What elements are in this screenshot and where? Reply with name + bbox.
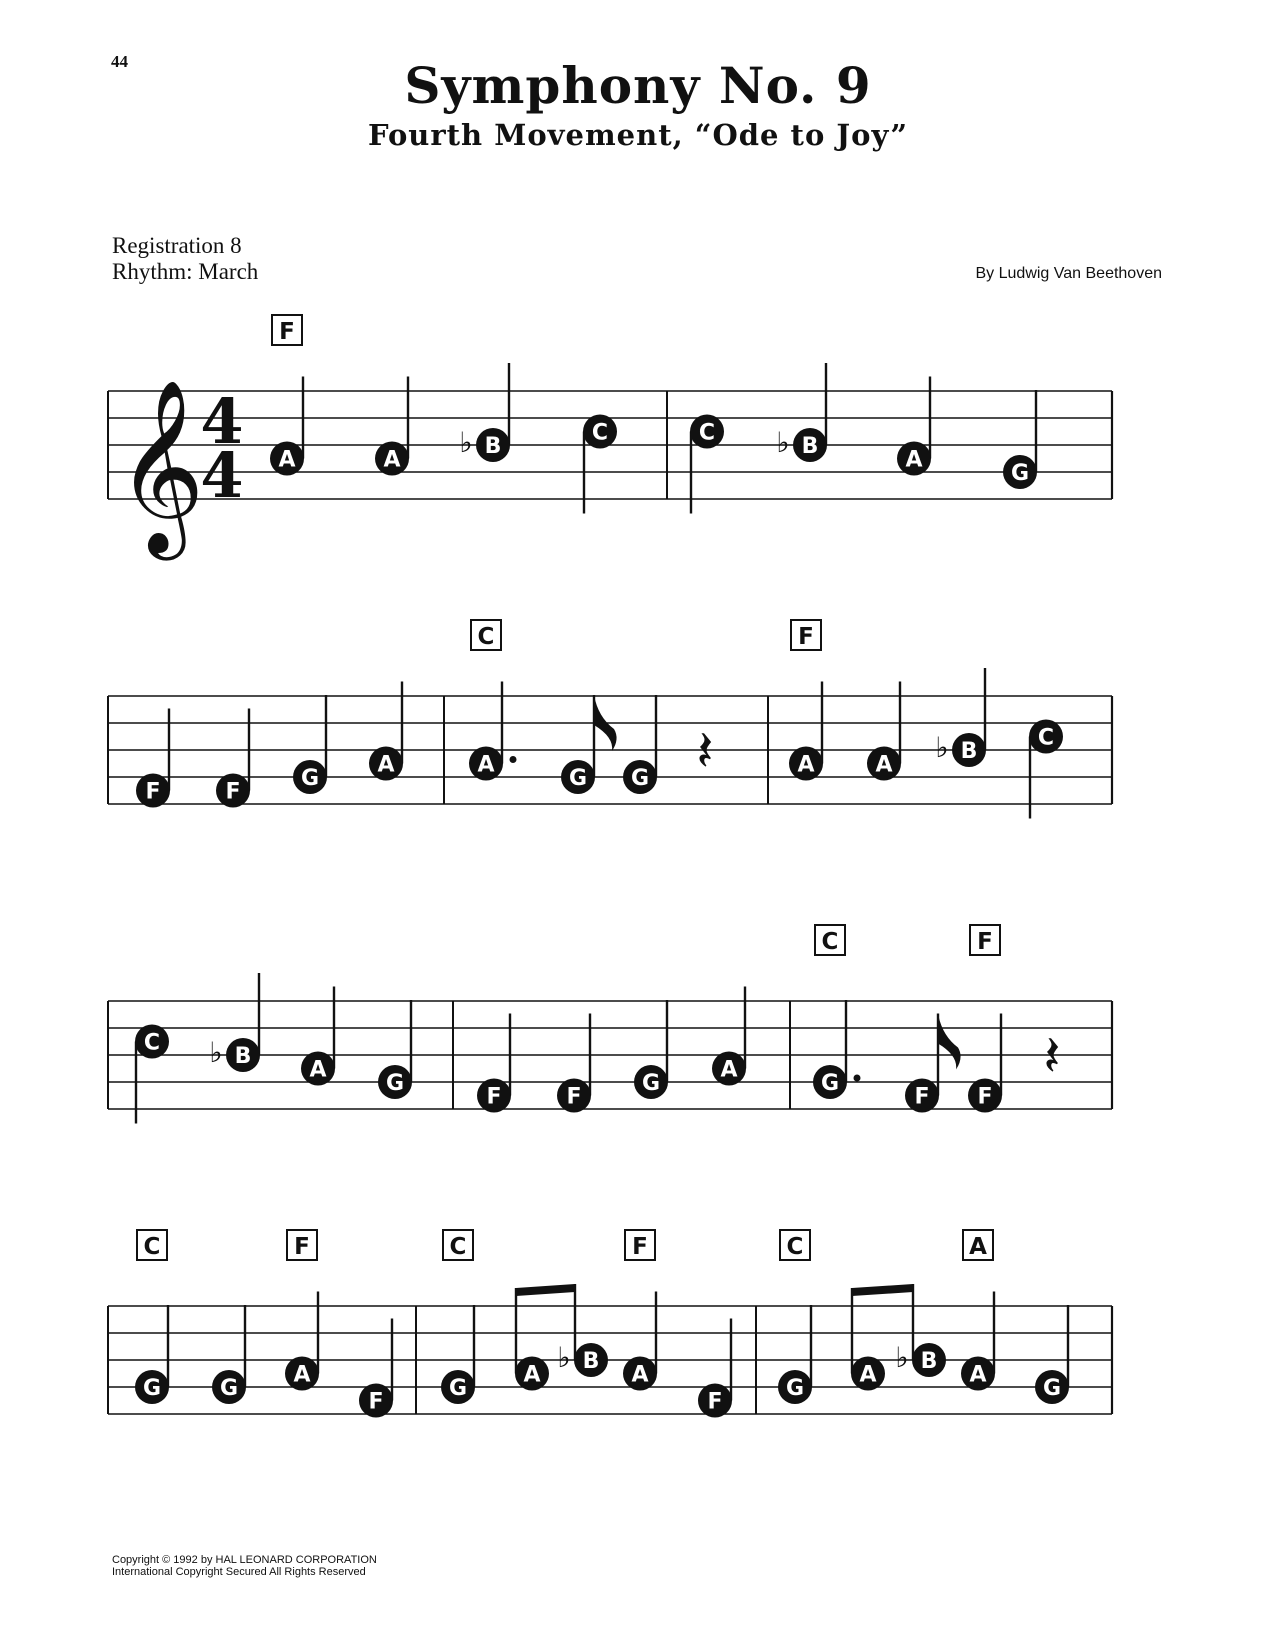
note-letter: A (905, 447, 923, 473)
staff-system (108, 1230, 1112, 1418)
note-letter: B (960, 739, 978, 764)
note-letter: G (820, 1071, 840, 1096)
note-letter: B (484, 434, 502, 459)
chord-symbol: F (632, 1234, 648, 1260)
note-letter: A (383, 447, 401, 473)
note-letter: A (523, 1362, 541, 1388)
eighth-beam (852, 1284, 913, 1296)
note-letter: F (486, 1084, 502, 1110)
note-letter: A (377, 752, 395, 778)
staff-system (108, 620, 1112, 819)
chord-symbol: C (143, 1234, 161, 1260)
note-letter: A (875, 752, 893, 778)
chord-symbol: F (977, 929, 993, 955)
note-letter: G (448, 1376, 468, 1401)
note-letter: F (707, 1389, 723, 1415)
note-letter: F (225, 779, 241, 805)
note-letter: A (797, 752, 815, 778)
note-letter: A (969, 1362, 987, 1388)
treble-clef: 𝄞 (116, 379, 205, 553)
note-letter: A (720, 1057, 738, 1083)
chord-symbol: A (969, 1234, 987, 1260)
note-letter: G (785, 1376, 805, 1401)
note-letter: A (309, 1057, 327, 1083)
note-letter: F (368, 1389, 384, 1415)
note-letter: G (568, 766, 588, 791)
note-letter: F (914, 1084, 930, 1110)
page-number: 44 (111, 52, 128, 71)
note-letter: F (977, 1084, 993, 1110)
note-letter: G (219, 1376, 239, 1401)
note-letter: C (1037, 725, 1055, 751)
eighth-flag (938, 1014, 961, 1070)
note-letter: G (1042, 1376, 1062, 1401)
note-letter: F (145, 779, 161, 805)
flat-sign: ♭ (459, 426, 473, 459)
flat-sign: ♭ (209, 1036, 223, 1069)
chord-symbol: F (279, 319, 295, 345)
note-letter: G (630, 766, 650, 791)
copyright-line: Copyright © 1992 by HAL LEONARD CORPORATION (112, 1554, 377, 1566)
note-letter: B (920, 1349, 938, 1374)
chord-symbol: F (798, 624, 814, 650)
note-letter: B (234, 1044, 252, 1069)
note-letter: B (582, 1349, 600, 1374)
flat-sign: ♭ (776, 426, 790, 459)
note-letter: C (591, 420, 609, 446)
chord-symbol: C (786, 1234, 804, 1260)
staff-system (108, 925, 1112, 1124)
note-letter: G (385, 1071, 405, 1096)
augmentation-dot (854, 1075, 861, 1082)
note-letter: G (1010, 461, 1030, 486)
note-letter: C (143, 1030, 161, 1056)
chord-symbol: C (821, 929, 839, 955)
note-letter: A (631, 1362, 649, 1388)
eighth-beam (516, 1284, 575, 1296)
chord-symbol: C (449, 1234, 467, 1260)
note-letter: G (142, 1376, 162, 1401)
song-subtitle: Fourth Movement, “Ode to Joy” (367, 118, 909, 152)
staff-system (108, 315, 1112, 561)
quarter-rest: 𝄽 (696, 719, 714, 784)
rhythm-label: Rhythm: March (112, 259, 259, 284)
composer-credit: By Ludwig Van Beethoven (975, 265, 1162, 282)
registration-label: Registration 8 (112, 233, 242, 258)
song-title: Symphony No. 9 (404, 56, 872, 115)
note-letter: A (477, 752, 495, 778)
time-signature-top: 4 (200, 385, 244, 458)
note-letter: G (300, 766, 320, 791)
chord-symbol: F (294, 1234, 310, 1260)
augmentation-dot (510, 756, 517, 763)
note-letter: C (698, 420, 716, 446)
time-signature-bottom: 4 (200, 439, 244, 512)
note-letter: A (859, 1362, 877, 1388)
note-letter: A (278, 447, 296, 473)
chord-symbol: C (477, 624, 495, 650)
note-letter: A (293, 1362, 311, 1388)
note-letter: F (566, 1084, 582, 1110)
flat-sign: ♭ (895, 1341, 909, 1374)
quarter-rest: 𝄽 (1043, 1024, 1061, 1089)
note-letter: B (801, 434, 819, 459)
flat-sign: ♭ (935, 731, 949, 764)
flat-sign: ♭ (557, 1341, 571, 1374)
note-letter: G (641, 1071, 661, 1096)
rights-line: International Copyright Secured All Rights Reserved (112, 1566, 366, 1578)
